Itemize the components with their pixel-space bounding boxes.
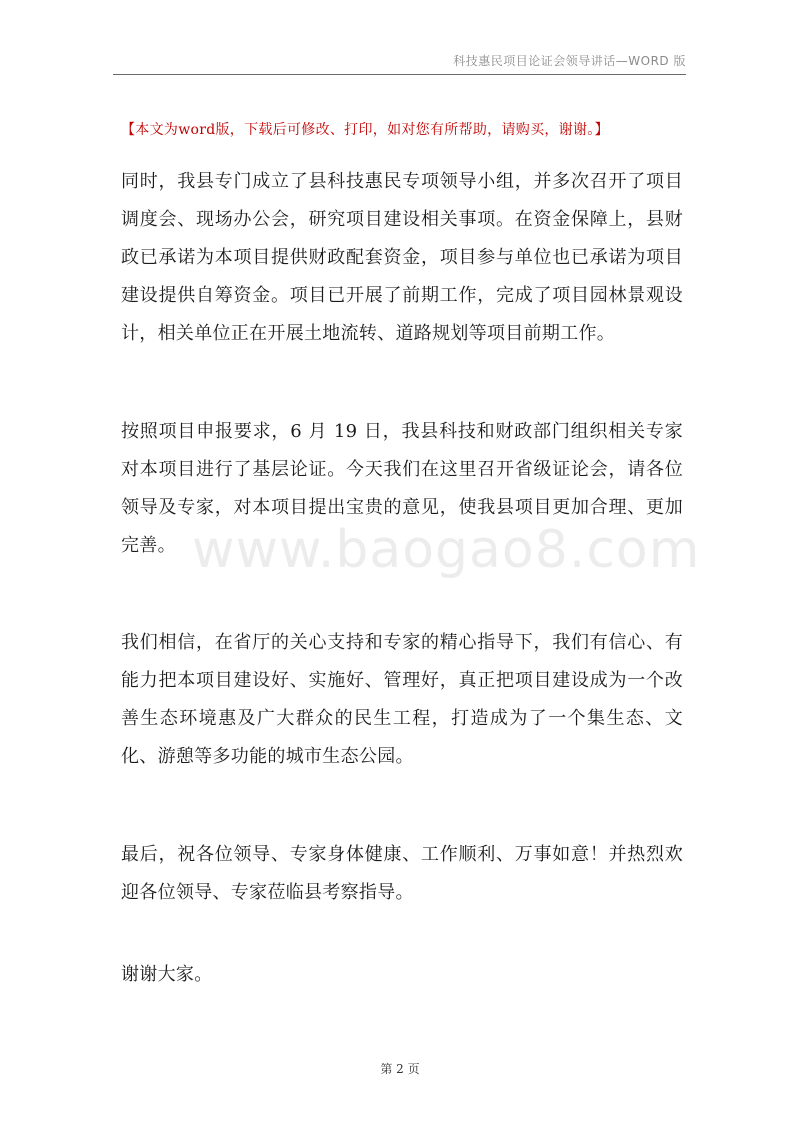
paragraph-5: 谢谢大家。: [121, 964, 213, 985]
site-watermark: www.baogao8.com: [192, 520, 701, 580]
paragraph-2: 按照项目申报要求，6 月 19 日，我县科技和财政部门组织相关专家对本项目进行了基层论证。今天我们在这里召开省级证论会，请各位领导及专家，对本项目提出宝贵的意见，使我县项目更加合理、更加完善。: [121, 421, 683, 556]
paragraph-3: 我们相信，在省厅的关心支持和专家的精心指导下，我们有信心、有能力把本项目建设好、实施好、管理好，真正把项目建设成为一个改善生态环境惠及广大群众的民生工程，打造成为了一个集生态、文化、游憩等多功能的城市生态公园。: [121, 632, 683, 767]
header-divider: [113, 74, 686, 75]
download-notice: 【本文为word版，下载后可修改、打印，如对您有所帮助，请购买，谢谢。】: [121, 122, 609, 138]
page-number: 第 2 页: [380, 1062, 420, 1076]
paragraph-1: 同时，我县专门成立了县科技惠民专项领导小组，并多次召开了项目调度会、现场办公会，研究项目建设相关事项。在资金保障上，县财政已承诺为本项目提供财政配套资金，项目参与单位也已承诺为项目建设提供自筹资金。项目已开展了前期工作，完成了项目园林景观设计，相关单位正在开展土地流转、道路规划等项目前期工作。: [121, 171, 683, 344]
document-header-title: 科技惠民项目论证会领导讲话—WORD 版: [453, 54, 686, 68]
paragraph-4: 最后，祝各位领导、专家身体健康、工作顺利、万事如意！并热烈欢迎各位领导、专家莅临县考察指导。: [121, 844, 683, 903]
